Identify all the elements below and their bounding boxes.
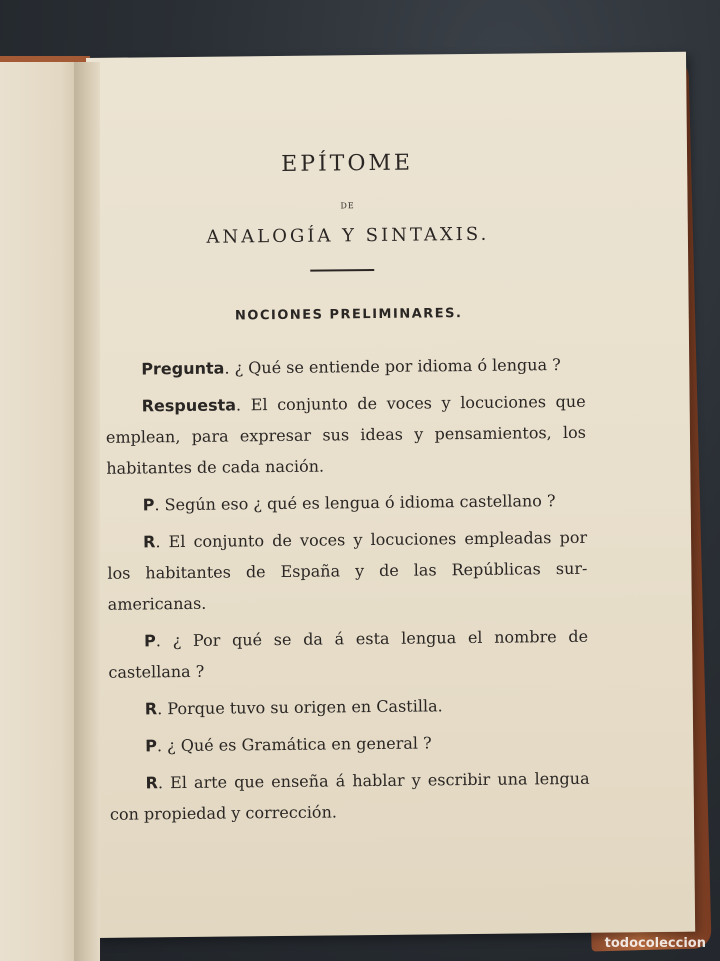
qa-item — [107, 485, 587, 521]
title-rule — [310, 269, 374, 272]
qa-label: P — [145, 736, 158, 756]
book-gutter — [74, 62, 100, 961]
qa-label: Pregunta — [141, 358, 225, 379]
qa-text: . ¿ Por qué se da á esta lengua el nombre de castellana ? — [108, 626, 589, 682]
book-page — [86, 52, 695, 938]
qa-label: R — [142, 532, 156, 552]
page-text — [86, 52, 695, 938]
qa-item — [105, 349, 585, 385]
title-connector: DE — [340, 201, 355, 211]
qa-item — [107, 522, 588, 620]
qa-text: . El conjunto de voces y locuciones que emplean, para expresar sus ideas y pensamientos, los habitantes de cada nación. — [105, 391, 587, 478]
qa-label: P — [142, 495, 155, 515]
qa-item — [109, 763, 590, 830]
qa-text: . El arte que enseña á hablar y escribir una lengua con propiedad y corrección. — [109, 768, 590, 824]
qa-text: . Porque tuvo su origen en Castilla. — [157, 696, 443, 719]
qa-text: . El conjunto de voces y locuciones empleadas por los habitantes de España y de las Repúblicas sur-americanas. — [107, 527, 588, 614]
watermark: todocoleccion — [604, 936, 706, 951]
qa-label: R — [144, 699, 158, 719]
qa-label: P — [144, 631, 156, 651]
page-title: EPÍTOME — [281, 150, 414, 177]
qa-item — [108, 621, 589, 688]
qa-text: . ¿ Qué se entiende por idioma ó lengua ? — [224, 355, 561, 378]
qa-label: Respuesta — [141, 395, 237, 416]
qa-label: R — [145, 773, 159, 793]
qa-item — [105, 386, 586, 484]
qa-item — [109, 689, 589, 725]
section-heading: NOCIONES PRELIMINARES. — [234, 306, 463, 324]
qa-item — [109, 726, 589, 762]
qa-list — [105, 349, 590, 830]
qa-text: . Según eso ¿ qué es lengua ó idioma castellano ? — [154, 491, 556, 515]
page-subtitle: ANALOGÍA Y SINTAXIS. — [206, 223, 490, 248]
qa-text: . ¿ Qué es Gramática en general ? — [156, 733, 432, 756]
